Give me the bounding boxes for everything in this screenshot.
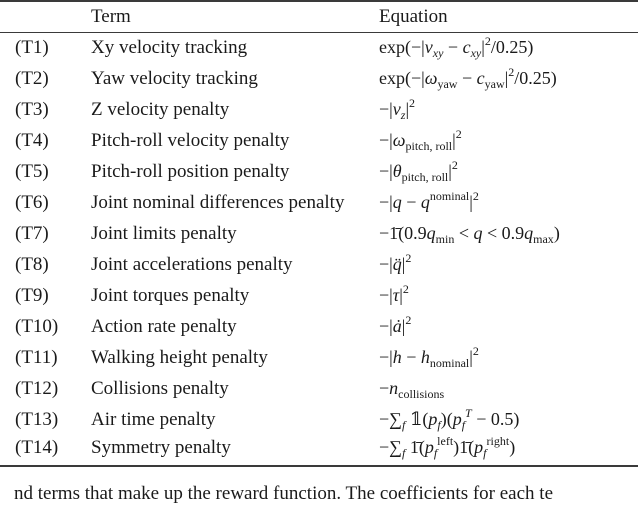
table-header-row	[0, 4, 640, 30]
term-equation: $-\sum_f$ $𝟙(p_f)(p_f^T - 0.5)$	[379, 406, 520, 432]
table-row	[0, 32, 640, 63]
table-row	[0, 125, 640, 156]
term-equation: $-|\omega_{pitch, roll}|^2$	[379, 127, 462, 153]
table-row	[0, 249, 640, 280]
term-id: (T14)	[15, 437, 59, 458]
term-equation: $-1̄(0.9q_{min} < q < 0.9q_{max})$	[379, 223, 560, 246]
term-equation: $-|\tau|^2$	[379, 282, 409, 305]
term-id: (T6)	[15, 192, 49, 213]
table-row	[0, 342, 640, 373]
term-id: (T9)	[15, 285, 49, 306]
term-id: (T1)	[15, 37, 49, 58]
term-name: Air time penalty	[91, 409, 216, 430]
term-name: Xy velocity tracking	[91, 37, 248, 58]
table-row	[0, 63, 640, 94]
term-id: (T11)	[15, 347, 58, 368]
term-equation: $-|v_z|^2$	[379, 96, 416, 122]
table-row	[0, 280, 640, 311]
term-id: (T12)	[15, 378, 59, 399]
body-text-cropped: nd terms that make up the reward function. The coefficients for each te	[14, 483, 554, 504]
term-equation: $-|ȧ|^2$	[379, 313, 412, 336]
table-row	[0, 404, 640, 435]
term-name: Joint torques penalty	[91, 285, 250, 306]
term-name: Walking height penalty	[91, 347, 268, 368]
table-row	[0, 432, 640, 463]
term-equation: $-|q̈|^2$	[379, 251, 412, 274]
table-row	[0, 187, 640, 218]
table-row	[0, 94, 640, 125]
table-row	[0, 218, 640, 249]
term-equation: $-n_{collisions}$	[379, 378, 445, 401]
table-row	[0, 311, 640, 342]
term-equation: $-|q - q^{nominal}|^2$	[379, 189, 479, 212]
term-name: Symmetry penalty	[91, 437, 231, 458]
term-equation: $\exp(-|\omega_{yaw} - c_{yaw}|^2/0.25)$	[379, 65, 557, 91]
term-id: (T13)	[15, 409, 59, 430]
table-row	[0, 156, 640, 187]
term-equation: $-|h - h_{nominal}|^2$	[379, 344, 479, 370]
term-name: Pitch-roll position penalty	[91, 161, 290, 182]
term-equation: $-\sum_f$ $1̄(p_f^{left})1̄(p_f^{right})$	[379, 434, 516, 460]
header-term: Term	[91, 6, 131, 27]
term-name: Collisions penalty	[91, 378, 229, 399]
term-name: Joint accelerations penalty	[91, 254, 293, 275]
term-id: (T4)	[15, 130, 49, 151]
term-name: Z velocity penalty	[91, 99, 230, 120]
header-equation: Equation	[379, 6, 448, 27]
term-id: (T5)	[15, 161, 49, 182]
term-id: (T3)	[15, 99, 49, 120]
bottom-rule	[0, 465, 638, 467]
term-equation: $\exp(-|v_{xy} - c_{xy}|^2/0.25)$	[379, 34, 534, 60]
term-id: (T7)	[15, 223, 49, 244]
term-id: (T8)	[15, 254, 49, 275]
term-name: Action rate penalty	[91, 316, 237, 337]
term-name: Joint limits penalty	[91, 223, 237, 244]
term-name: Pitch-roll velocity penalty	[91, 130, 290, 151]
term-name: Yaw velocity tracking	[91, 68, 258, 89]
term-id: (T2)	[15, 68, 49, 89]
term-equation: $-|\theta_{pitch, roll}|^2$	[379, 158, 458, 184]
term-name: Joint nominal differences penalty	[91, 192, 345, 213]
top-rule	[0, 0, 638, 2]
table-row	[0, 373, 640, 404]
term-id: (T10)	[15, 316, 59, 337]
